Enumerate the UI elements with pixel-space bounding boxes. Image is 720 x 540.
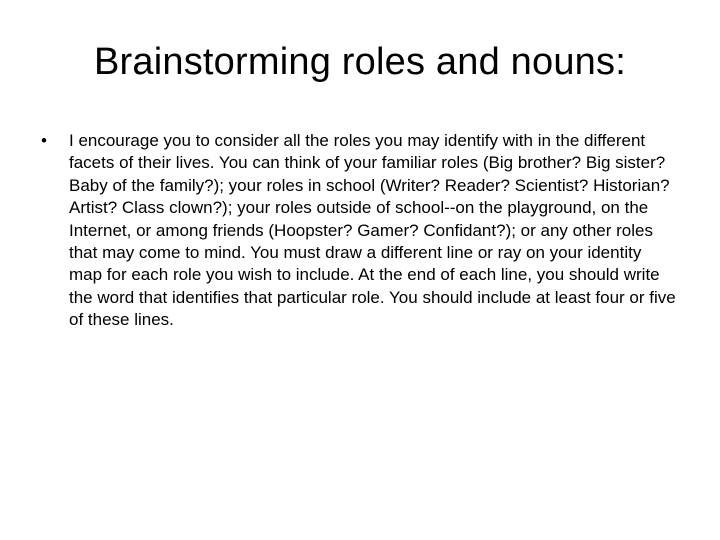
bullet-item — [36, 130, 676, 332]
bullet-text: I encourage you to consider all the roles you may identify with in the different facets of their lives. You can think of your familiar roles (Big brother? Big sister? Baby of the family?); your roles in school (Writer? Reader? Scientist? Historian? Artist? Class clown?); your roles outside of school--on the playground, on the Internet, or among friends (Hoopster? Gamer? Confidant?); or any other roles that may come to mind. You must draw a different line or ray on your identity map for each role you wish to include. At the end of each line, you should write the word that identifies that particular role. You should include at least four or five of these lines. — [69, 131, 676, 330]
slide-title: Brainstorming roles and nouns: — [94, 41, 626, 83]
bullet-marker: • — [41, 131, 47, 150]
bullet-list — [36, 130, 676, 332]
